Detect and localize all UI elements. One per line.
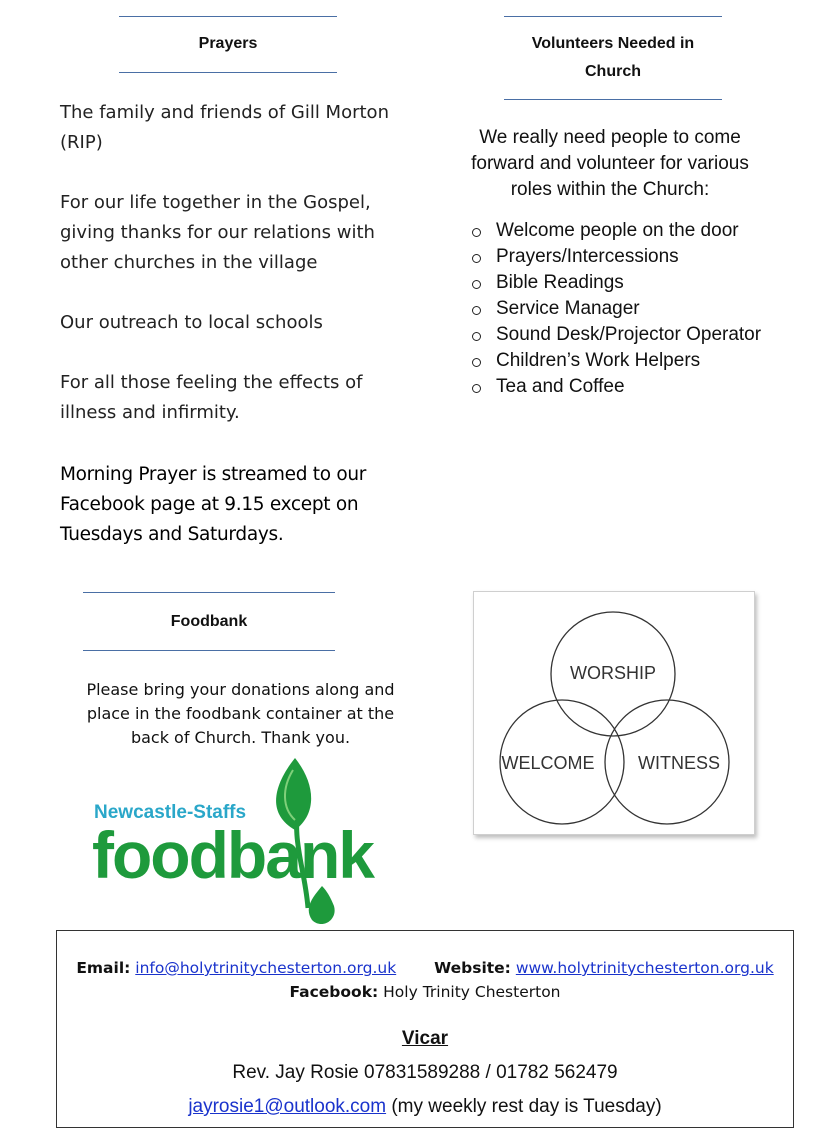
volunteers-heading-line1: Volunteers Needed in bbox=[531, 35, 695, 52]
prayer-item: The family and friends of Gill Morton (RIP) bbox=[60, 102, 389, 153]
facebook-name: Holy Trinity Chesterton bbox=[383, 983, 561, 1001]
list-item: Tea and Coffee bbox=[470, 374, 761, 400]
list-item: Children’s Work Helpers bbox=[470, 348, 761, 374]
vicar-note: (my weekly rest day is Tuesday) bbox=[391, 1096, 662, 1117]
vicar-email-link[interactable]: jayrosie1@outlook.com bbox=[188, 1096, 387, 1117]
logo-region-text: Newcastle-Staffs bbox=[94, 802, 247, 823]
contact-footer bbox=[56, 930, 794, 1128]
list-item: Welcome people on the door bbox=[470, 218, 761, 244]
facebook-label: Facebook: bbox=[289, 983, 379, 1001]
list-item: Sound Desk/Projector Operator bbox=[470, 322, 761, 348]
vicar-email-line bbox=[57, 1096, 793, 1118]
venn-label-worship: WORSHIP bbox=[569, 663, 657, 683]
facebook-line bbox=[57, 983, 793, 1001]
list-item: Bible Readings bbox=[470, 270, 761, 296]
foodbank-logo bbox=[90, 758, 390, 928]
list-item: Service Manager bbox=[470, 296, 761, 322]
prayers-list bbox=[60, 98, 400, 458]
vicar-heading: Vicar bbox=[401, 1028, 449, 1049]
venn-graphic bbox=[474, 592, 754, 834]
prayer-item: Our outreach to local schools bbox=[60, 312, 323, 333]
volunteers-bottom-rule bbox=[504, 99, 722, 100]
list-item: Prayers/Intercessions bbox=[470, 244, 761, 270]
volunteers-intro: We really need people to come forward and volunteer for various roles within the Church: bbox=[471, 127, 749, 200]
prayer-item: For all those feeling the effects of illness and infirmity. bbox=[60, 372, 363, 423]
vicar-details: Rev. Jay Rosie 07831589288 / 01782 562479 bbox=[232, 1062, 618, 1083]
website-link[interactable]: www.holytrinitychesterton.org.uk bbox=[515, 959, 774, 977]
venn-diagram bbox=[473, 591, 755, 835]
volunteers-heading bbox=[480, 30, 746, 86]
foodbank-bottom-rule bbox=[83, 650, 335, 651]
prayers-heading: Prayers bbox=[198, 35, 258, 52]
foodbank-text: Please bring your donations along and place in the foodbank container at the back of Church. Thank you. bbox=[86, 680, 395, 747]
email-link[interactable]: info@holytrinitychesterton.org.uk bbox=[135, 959, 397, 977]
foodbank-logo-graphic bbox=[90, 758, 390, 928]
foodbank-heading: Foodbank bbox=[170, 613, 248, 630]
contact-line bbox=[57, 959, 793, 977]
foodbank-top-rule bbox=[83, 592, 335, 593]
venn-label-welcome: WELCOME bbox=[501, 753, 595, 773]
website-label: Website: bbox=[434, 959, 511, 977]
volunteers-top-rule bbox=[504, 16, 722, 17]
logo-word-text: foodbank bbox=[92, 818, 373, 892]
volunteers-heading-line2: Church bbox=[585, 63, 641, 80]
volunteer-roles-list bbox=[470, 218, 761, 400]
prayers-bottom-rule bbox=[119, 72, 337, 73]
venn-label-witness: WITNESS bbox=[637, 753, 721, 773]
prayers-top-rule bbox=[119, 16, 337, 17]
prayer-item: For our life together in the Gospel, giving thanks for our relations with other churches in the village bbox=[60, 192, 375, 273]
email-label: Email: bbox=[76, 959, 131, 977]
morning-prayer-notice: Morning Prayer is streamed to our Facebook page at 9.15 except on Tuesdays and Saturdays. bbox=[60, 464, 367, 545]
